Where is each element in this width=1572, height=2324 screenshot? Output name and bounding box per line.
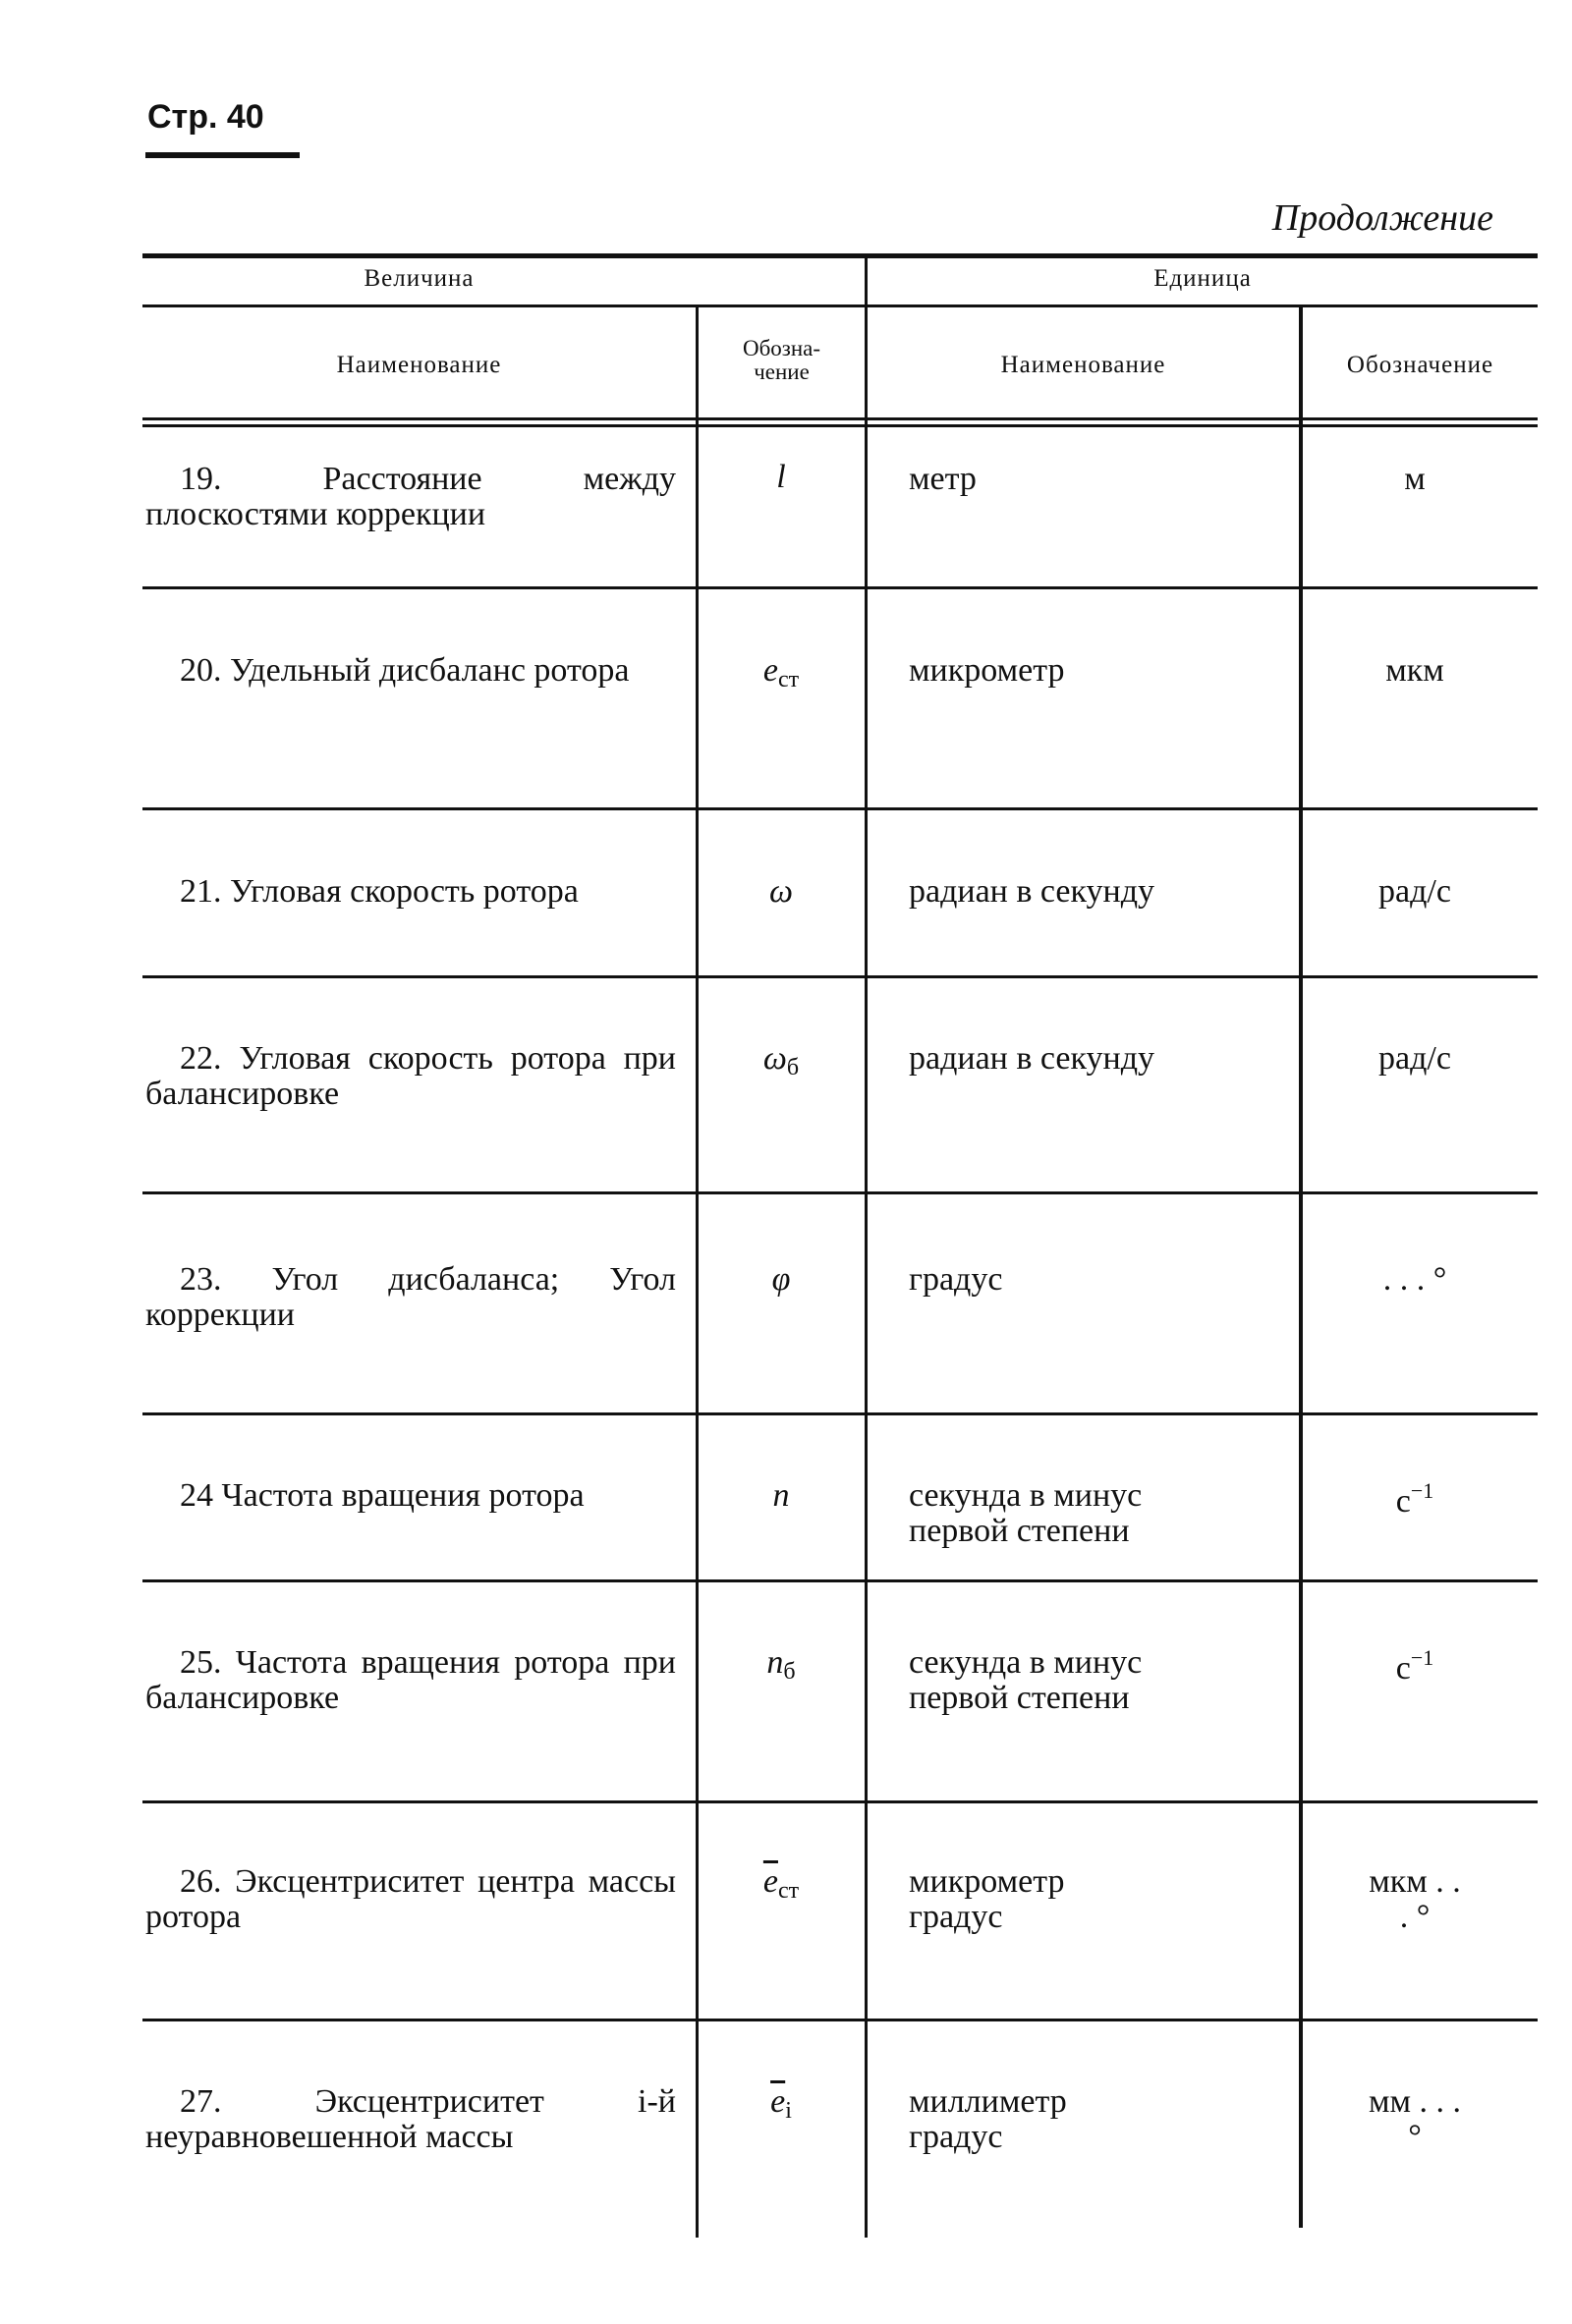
column-divider-unit: [865, 253, 868, 2238]
header-bottom-rule-2: [142, 424, 1538, 427]
table-row-27-symbol: $\overline{e}_i$: [770, 2083, 792, 2124]
table-row-19-symbol: l: [776, 459, 786, 495]
row-separator: [142, 1579, 1538, 1582]
table-row-21-name: 21. Угловая скорость ротора: [180, 873, 579, 910]
row-separator: [142, 2019, 1538, 2021]
header-quantity-name: Наименование: [336, 352, 502, 378]
table-row-22-unit-name: радиан в секунду: [909, 1040, 1155, 1077]
row-separator: [142, 1412, 1538, 1415]
table-row-23-symbol: φ: [771, 1261, 791, 1298]
table-row-23-unit-symbol: . . . °: [1382, 1261, 1447, 1298]
table-row-19-unit-name: метр: [909, 461, 977, 497]
table-row-22-symbol: $\omega_б$: [762, 1040, 800, 1080]
page-number: Стр. 40: [147, 98, 264, 136]
table-row-21-unit-name: радиан в секунду: [909, 873, 1155, 910]
header-quantity-symbol: [699, 337, 865, 384]
continuation-label: Продолжение: [1271, 197, 1493, 239]
header-unit-name: Наименование: [1000, 352, 1166, 378]
table-row-20-unit-symbol: мкм: [1385, 652, 1444, 689]
table-row-21-symbol: ω: [768, 873, 793, 910]
page-number-underline: [145, 152, 300, 158]
header-quantity-symbol-line1: Обозна-: [742, 336, 821, 360]
table-row-22-name: 22. Угловая скорость ротора при балансировке: [145, 1040, 676, 1112]
table-row-26-unit-symbol: мкм . . . °: [1369, 1863, 1461, 1935]
header-quantity: Величина: [364, 265, 475, 292]
table-row-27-unit-symbol: мм . . . °: [1368, 2083, 1462, 2155]
header-quantity-symbol-line2: чение: [754, 360, 810, 384]
table-row-27-unit-name: миллиметр градус: [909, 2083, 1067, 2155]
row-separator: [142, 807, 1538, 810]
table-row-25-symbol: $n_б$: [766, 1644, 796, 1685]
header-mid-rule: [142, 304, 1538, 307]
table-row-23-name: 23. Угол дисбаланса; Угол коррекции: [145, 1261, 676, 1333]
row-separator: [142, 975, 1538, 978]
table-row-21-unit-symbol: рад/с: [1378, 873, 1451, 910]
table-row-27-name: 27. Эксцентриситет i-й неуравновешенной массы: [145, 2083, 676, 2155]
table-row-24-unit-name: секунда в минус первой степени: [909, 1477, 1143, 1549]
table-row-23-unit-name: градус: [909, 1261, 1003, 1298]
table-row-24-symbol: n: [772, 1477, 790, 1514]
header-unit: Единица: [1153, 265, 1252, 292]
table-row-20-unit-name: микрометр: [909, 652, 1065, 689]
header-bottom-rule: [142, 417, 1538, 420]
table-top-rule: [142, 253, 1538, 258]
table-row-24-name: 24 Частота вращения ротора: [180, 1477, 585, 1514]
table-row-19-unit-symbol: м: [1404, 461, 1426, 497]
table-row-25-unit-symbol: $с^{-1}$: [1395, 1645, 1434, 1687]
table-row-19-name: 19. Расстояние между плоскостями коррекции: [145, 461, 676, 532]
table-row-22-unit-symbol: рад/с: [1378, 1040, 1451, 1077]
row-separator: [142, 1800, 1538, 1803]
table-row-25-unit-name: секунда в минус первой степени: [909, 1644, 1143, 1716]
table-row-26-symbol: $\overline{e}_{ст}$: [762, 1863, 800, 1904]
column-divider-unit-symbol: [1299, 307, 1303, 2228]
row-separator: [142, 1191, 1538, 1194]
table-row-26-unit-name: микрометр градус: [909, 1863, 1065, 1935]
table-row-24-unit-symbol: $с^{-1}$: [1395, 1478, 1434, 1520]
table-row-25-name: 25. Частота вращения ротора при балансировке: [145, 1644, 676, 1716]
table-row-20-name: 20. Удельный дисбаланс ротора: [180, 652, 630, 689]
table-row-26-name: 26. Эксцентриситет центра массы ротора: [145, 1863, 676, 1935]
header-unit-symbol: Обозначение: [1346, 352, 1494, 378]
row-separator: [142, 586, 1538, 589]
table-row-20-symbol: $e_{ст}$: [762, 652, 800, 692]
